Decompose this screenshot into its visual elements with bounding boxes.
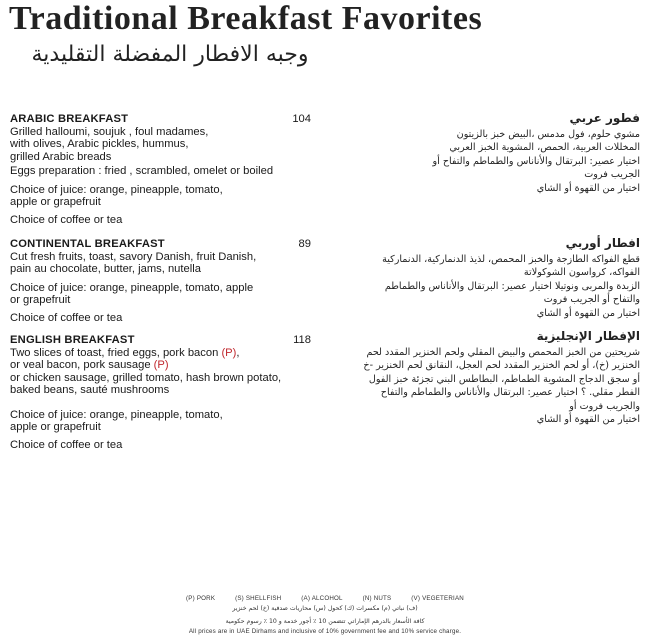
legend-shellfish: (S) SHELLFISH [235, 595, 282, 602]
arabic-description-line: أو سجق الدجاج المشوية الطماطم، البطاطس البني تجزئة خبز الفول [368, 373, 640, 385]
item-price: 89 [298, 238, 311, 250]
pork-allergen-tag: (P) [153, 359, 169, 371]
arabic-description-line: مشوي حلوم، فول مدمس ،البيض خبز بالزيتون [456, 128, 640, 140]
item-name-arabic: فطور عربي [569, 111, 640, 125]
arabic-description-line: اختيار من القهوة أو الشاي [536, 414, 640, 425]
arabic-description-line: والجريب فروت أو [569, 400, 640, 412]
drink-choice: Choice of coffee or tea [10, 213, 123, 226]
legend-alcohol: (A) ALCOHOL [301, 595, 343, 602]
item-description-line: baked beans, sauté mushrooms [10, 384, 170, 396]
juice-choice-line: Choice of juice: orange, pineapple, tomato, apple [10, 281, 254, 294]
allergen-legend-arabic: (ف) نباتي (م) مكسرات (ك) كحول (س) محاريات صدفية (خ) لحم خنزير [232, 605, 418, 612]
item-description-line: Two slices of toast, fried eggs, pork bacon (P), [10, 346, 240, 359]
eggs-preparation: Eggs preparation : fried , scrambled, omelet or boiled [10, 165, 274, 177]
arabic-breakfast-arabic [340, 112, 640, 195]
drink-choice: Choice of coffee or tea [10, 311, 123, 324]
arabic-breakfast-item [10, 113, 310, 226]
menu-title: Traditional Breakfast Favorites [9, 0, 483, 37]
arabic-description-line: الفواكه، كرواسون الشوكولاتة [523, 267, 640, 278]
legend-pork: (P) PORK [186, 595, 216, 602]
price-note-arabic: كافة الأسعار بالدرهم الإماراتي تتضمن 10 ٪ أجور خدمة و 10 ٪ رسوم حكومية [225, 618, 425, 625]
allergen-legend [0, 595, 650, 602]
arabic-description-line: اختيار عصير: البرتقال والأناناس والطماطم والتفاح أو [432, 155, 640, 167]
arabic-description-line: اختيار من القهوة أو الشاي [536, 307, 640, 319]
item-name-arabic: افطار أوربي [565, 236, 640, 250]
english-breakfast-item [10, 334, 310, 451]
arabic-description-line: شريحتين من الخبز المحمص والبيض المقلي ولحم الخنزير المقدد لحم [366, 346, 640, 358]
juice-choice-line: Choice of juice: orange, pineapple, tomato, [10, 183, 223, 196]
continental-breakfast-item [10, 238, 310, 324]
item-description-line: or chicken sausage, grilled tomato, hash brown potato, [10, 371, 282, 384]
arabic-description-line: الجريب فروت [584, 169, 640, 180]
item-description-line: grilled Arabic breads [10, 150, 112, 163]
item-description-line: with olives, Arabic pickles, hummus, [10, 138, 189, 150]
item-description-line: Cut fresh fruits, toast, savory Danish, fruit Danish, [10, 250, 257, 263]
menu-title-arabic: وجبه الافطار المفضلة التقليدية [31, 42, 309, 67]
juice-choice-line: or grapefruit [10, 294, 71, 306]
item-name-arabic: الإفطار الإنجليزية [536, 329, 640, 343]
item-name: ENGLISH BREAKFAST [10, 334, 135, 346]
arabic-description-line: والتفاح أو الجريب فروت [543, 294, 640, 305]
item-description-line: or veal bacon, pork sausage (P) [10, 359, 169, 371]
arabic-description-line: اختيار من القهوة أو الشاي [536, 182, 640, 194]
legend-nuts: (N) NUTS [362, 595, 392, 602]
juice-choice-line: apple or grapefruit [10, 421, 101, 433]
item-description-line: pain au chocolate, butter, jams, nutella [10, 263, 201, 275]
legend-vegetarian: (V) VEGETERIAN [411, 595, 464, 602]
price-note: All prices are in UAE Dirhams and inclusive of 10% government fee and 10% service charge. [188, 628, 462, 635]
arabic-description-line: قطع الفواكه الطازجة والخبز المحمص، لذيذ الدنماركية، الدنماركية [382, 253, 640, 265]
juice-choice-line: Choice of juice: orange, pineapple, tomato, [10, 408, 223, 421]
item-price: 118 [293, 334, 311, 346]
arabic-description-line: الخنزير (خ)، أو لحم الخنزير المقدد لحم العجل، النقانق لحم الخنزير -خ [363, 360, 640, 371]
arabic-description-line: المخللات العربية، الحمص، المشوية الخبز العربي [449, 142, 640, 153]
arabic-description-line: الزبدة والمربى ونوتيلا اختيار عصير: البرتقال والأناناس والطماطم [384, 280, 640, 292]
item-price: 104 [292, 113, 311, 125]
item-description-line: Grilled halloumi, soujuk , foul madames, [10, 125, 209, 138]
item-name: CONTINENTAL BREAKFAST [10, 238, 165, 250]
pork-allergen-tag: (P) [221, 346, 237, 359]
continental-breakfast-arabic [340, 237, 640, 320]
english-breakfast-arabic [340, 330, 640, 427]
item-name: ARABIC BREAKFAST [10, 113, 129, 125]
juice-choice-line: apple or grapefruit [10, 196, 101, 208]
drink-choice: Choice of coffee or tea [10, 438, 123, 451]
arabic-description-line: الفطر مقلي. ؟ اختيار عصير: البرتقال والأناناس والطماطم والتفاح [380, 387, 640, 398]
